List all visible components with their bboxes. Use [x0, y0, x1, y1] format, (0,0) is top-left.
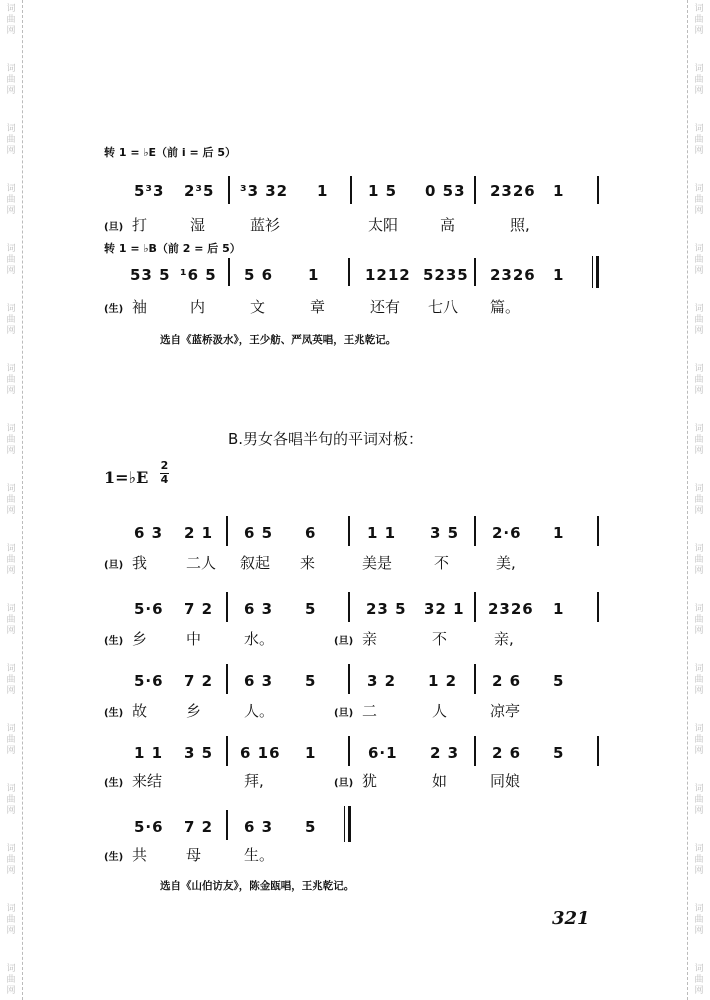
bar-line — [474, 176, 476, 204]
note-group: 1 1 — [367, 524, 397, 542]
lyric: 人 — [432, 702, 448, 720]
bar-line — [348, 592, 350, 622]
lyric: 犹 — [362, 772, 378, 790]
bar-line — [597, 176, 599, 204]
lyric: 故 — [132, 702, 148, 720]
note-group: 2326 — [488, 600, 534, 618]
watermark-text: 词 曲 网 — [6, 604, 16, 636]
note-group: 6 5 — [244, 524, 274, 542]
lyric: 美, — [496, 554, 516, 572]
note-group: 2 6 — [492, 672, 522, 690]
note-group: ³3 32 — [240, 182, 289, 200]
watermark-text: 词 曲 网 — [694, 964, 704, 996]
note-group: 1 — [317, 182, 329, 200]
role-label: (生) — [104, 304, 124, 315]
lyric: 袖 — [132, 298, 148, 316]
note-group: 2³5 — [184, 182, 215, 200]
bar-line — [226, 664, 228, 694]
bar-line — [348, 516, 350, 546]
note-group: 5 — [553, 672, 565, 690]
watermark-text: 词 曲 网 — [694, 844, 704, 876]
bar-line — [226, 516, 228, 546]
page-number: 321 — [552, 908, 590, 929]
watermark-text: 词 曲 网 — [6, 184, 16, 216]
note-group: 1 — [553, 600, 565, 618]
role-label: (生) — [104, 636, 124, 647]
note-group: 53 5 — [130, 266, 171, 284]
note-group: 7 2 — [184, 600, 214, 618]
note-group: 2 1 — [184, 524, 214, 542]
note-group: 5·6 — [134, 672, 164, 690]
note-group: 32 1 — [424, 600, 465, 618]
source-credit-1: 选自《蓝桥汲水》，王少舫、严凤英唱，王兆乾记。 — [160, 334, 397, 346]
watermark-text: 词 曲 网 — [694, 724, 704, 756]
note-group: 1 — [553, 266, 565, 284]
final-bar-thin — [344, 806, 345, 842]
lyric: 二人 — [186, 554, 217, 572]
note-group: 5 — [553, 744, 565, 762]
note-group: 6 3 — [244, 818, 274, 836]
lyric: 打 — [132, 216, 148, 234]
lyric: 文 — [250, 298, 266, 316]
watermark-text: 词 曲 网 — [6, 964, 16, 996]
lyric: 我 — [132, 554, 148, 572]
note-group: ¹6 5 — [180, 266, 217, 284]
lyric: 不 — [432, 630, 448, 648]
note-group: 7 2 — [184, 818, 214, 836]
role-label: (旦) — [334, 636, 354, 647]
note-group: 3 5 — [184, 744, 214, 762]
note-group: 2 6 — [492, 744, 522, 762]
watermark-text: 词 曲 网 — [6, 304, 16, 336]
lyric: 凉亭 — [490, 702, 521, 720]
bar-line — [597, 592, 599, 622]
lyric: 章 — [310, 298, 326, 316]
watermark-text: 词 曲 网 — [6, 544, 16, 576]
lyric: 太阳 — [368, 216, 399, 234]
bar-line — [226, 736, 228, 766]
role-label: (旦) — [104, 560, 124, 571]
note-group: 6 3 — [244, 600, 274, 618]
watermark-text: 词 曲 网 — [694, 604, 704, 636]
note-group: 5·6 — [134, 818, 164, 836]
watermark-text: 词 曲 网 — [694, 424, 704, 456]
watermark-text: 词 曲 网 — [6, 784, 16, 816]
watermark-text: 词 曲 网 — [694, 364, 704, 396]
note-group: 1 2 — [428, 672, 458, 690]
note-group: 1212 — [365, 266, 411, 284]
watermark-text: 词 曲 网 — [694, 64, 704, 96]
note-group: 1 — [305, 744, 317, 762]
watermark-text: 词 曲 网 — [694, 904, 704, 936]
bar-line — [597, 516, 599, 546]
meter-top: 2 — [160, 459, 169, 472]
time-signature — [160, 460, 169, 486]
note-group: 7 2 — [184, 672, 214, 690]
note-group: 5·6 — [134, 600, 164, 618]
lyric: 乡 — [132, 630, 148, 648]
key-change-2: 转 1 = ♭B（前 2 = 后 5） — [104, 242, 241, 255]
bar-line — [348, 736, 350, 766]
note-group: 1 1 — [134, 744, 164, 762]
final-bar-thick — [348, 806, 351, 842]
watermark-text: 词 曲 网 — [694, 664, 704, 696]
role-label: (生) — [104, 852, 124, 863]
note-group: 23 5 — [366, 600, 407, 618]
bar-line — [348, 664, 350, 694]
note-group: 1 — [553, 182, 565, 200]
lyric: 七八 — [428, 298, 459, 316]
lyric: 叙起 — [240, 554, 271, 572]
watermark-text: 词 曲 网 — [694, 244, 704, 276]
key-signature: 1=♭E — [104, 468, 149, 487]
bar-line — [350, 176, 352, 204]
watermark-text: 词 曲 网 — [694, 304, 704, 336]
watermark-text: 词 曲 网 — [6, 844, 16, 876]
note-group: 6 16 — [240, 744, 281, 762]
role-label: (旦) — [334, 778, 354, 789]
role-label: (生) — [104, 778, 124, 789]
bar-line — [474, 664, 476, 694]
note-group: 1 5 — [368, 182, 398, 200]
watermark-text: 词 曲 网 — [6, 664, 16, 696]
lyric: 还有 — [370, 298, 401, 316]
watermark-text: 词 曲 网 — [6, 124, 16, 156]
bar-line — [228, 258, 230, 286]
note-group: 2·6 — [492, 524, 522, 542]
lyric: 中 — [186, 630, 202, 648]
note-group: 1 — [308, 266, 320, 284]
lyric: 共 — [132, 846, 148, 864]
watermark-text: 词 曲 网 — [694, 124, 704, 156]
final-bar-thin — [592, 256, 593, 288]
lyric: 来 — [300, 554, 316, 572]
watermark-text: 词 曲 网 — [6, 364, 16, 396]
role-label: (旦) — [104, 222, 124, 233]
note-group: 5 — [305, 672, 317, 690]
watermark-text: 词 曲 网 — [6, 424, 16, 456]
lyric: 亲, — [494, 630, 514, 648]
bar-line — [474, 516, 476, 546]
lyric: 湿 — [190, 216, 206, 234]
bar-line — [228, 176, 230, 204]
bar-line — [226, 810, 228, 840]
lyric: 生。 — [244, 846, 275, 864]
lyric: 蓝衫 — [250, 216, 281, 234]
lyric: 拜, — [244, 772, 264, 790]
bar-line — [474, 736, 476, 766]
bar-line — [348, 258, 350, 286]
note-group: 5 6 — [244, 266, 274, 284]
watermark-text: 词 曲 网 — [694, 544, 704, 576]
note-group: 6 3 — [244, 672, 274, 690]
bar-line — [226, 592, 228, 622]
lyric: 乡 — [186, 702, 202, 720]
source-credit-2: 选自《山伯访友》，陈金瓯唱，王兆乾记。 — [160, 880, 355, 892]
lyric: 不 — [434, 554, 450, 572]
bar-line — [474, 258, 476, 286]
note-group: 5235 — [423, 266, 469, 284]
watermark-text: 词 曲 网 — [694, 4, 704, 36]
note-group: 2326 — [490, 182, 536, 200]
watermark-text: 词 曲 网 — [694, 784, 704, 816]
note-group: 0 53 — [425, 182, 466, 200]
note-group: 2 3 — [430, 744, 460, 762]
watermark-text: 词 曲 网 — [6, 904, 16, 936]
note-group: 6 — [305, 524, 317, 542]
note-group: 5 — [305, 600, 317, 618]
lyric: 照, — [510, 216, 530, 234]
note-group: 6 3 — [134, 524, 164, 542]
lyric: 人。 — [244, 702, 275, 720]
lyric: 亲 — [362, 630, 378, 648]
section-title: B.男女各唱半句的平词对板： — [228, 430, 424, 448]
key-change-1: 转 1 = ♭E（前 i = 后 5） — [104, 146, 237, 159]
lyric: 内 — [190, 298, 206, 316]
watermark-text: 词 曲 网 — [694, 484, 704, 516]
note-group: 5 — [305, 818, 317, 836]
watermark-text: 词 曲 网 — [6, 244, 16, 276]
lyric: 二 — [362, 702, 378, 720]
lyric: 水。 — [244, 630, 275, 648]
lyric: 美是 — [362, 554, 393, 572]
lyric: 篇。 — [490, 298, 521, 316]
lyric: 来结 — [132, 772, 163, 790]
role-label: (生) — [104, 708, 124, 719]
lyric: 母 — [186, 846, 202, 864]
watermark-text: 词 曲 网 — [6, 724, 16, 756]
note-group: 5³3 — [134, 182, 165, 200]
note-group: 3 2 — [367, 672, 397, 690]
lyric: 高 — [440, 216, 456, 234]
lyric: 同娘 — [490, 772, 521, 790]
note-group: 2326 — [490, 266, 536, 284]
meter-bottom: 4 — [160, 473, 169, 486]
note-group: 6·1 — [368, 744, 398, 762]
note-group: 3 5 — [430, 524, 460, 542]
watermark-text: 词 曲 网 — [6, 4, 16, 36]
bar-line — [597, 736, 599, 766]
final-bar-thick — [596, 256, 599, 288]
bar-line — [474, 592, 476, 622]
watermark-text: 词 曲 网 — [6, 484, 16, 516]
role-label: (旦) — [334, 708, 354, 719]
lyric: 如 — [432, 772, 448, 790]
note-group: 1 — [553, 524, 565, 542]
watermark-text: 词 曲 网 — [694, 184, 704, 216]
watermark-text: 词 曲 网 — [6, 64, 16, 96]
